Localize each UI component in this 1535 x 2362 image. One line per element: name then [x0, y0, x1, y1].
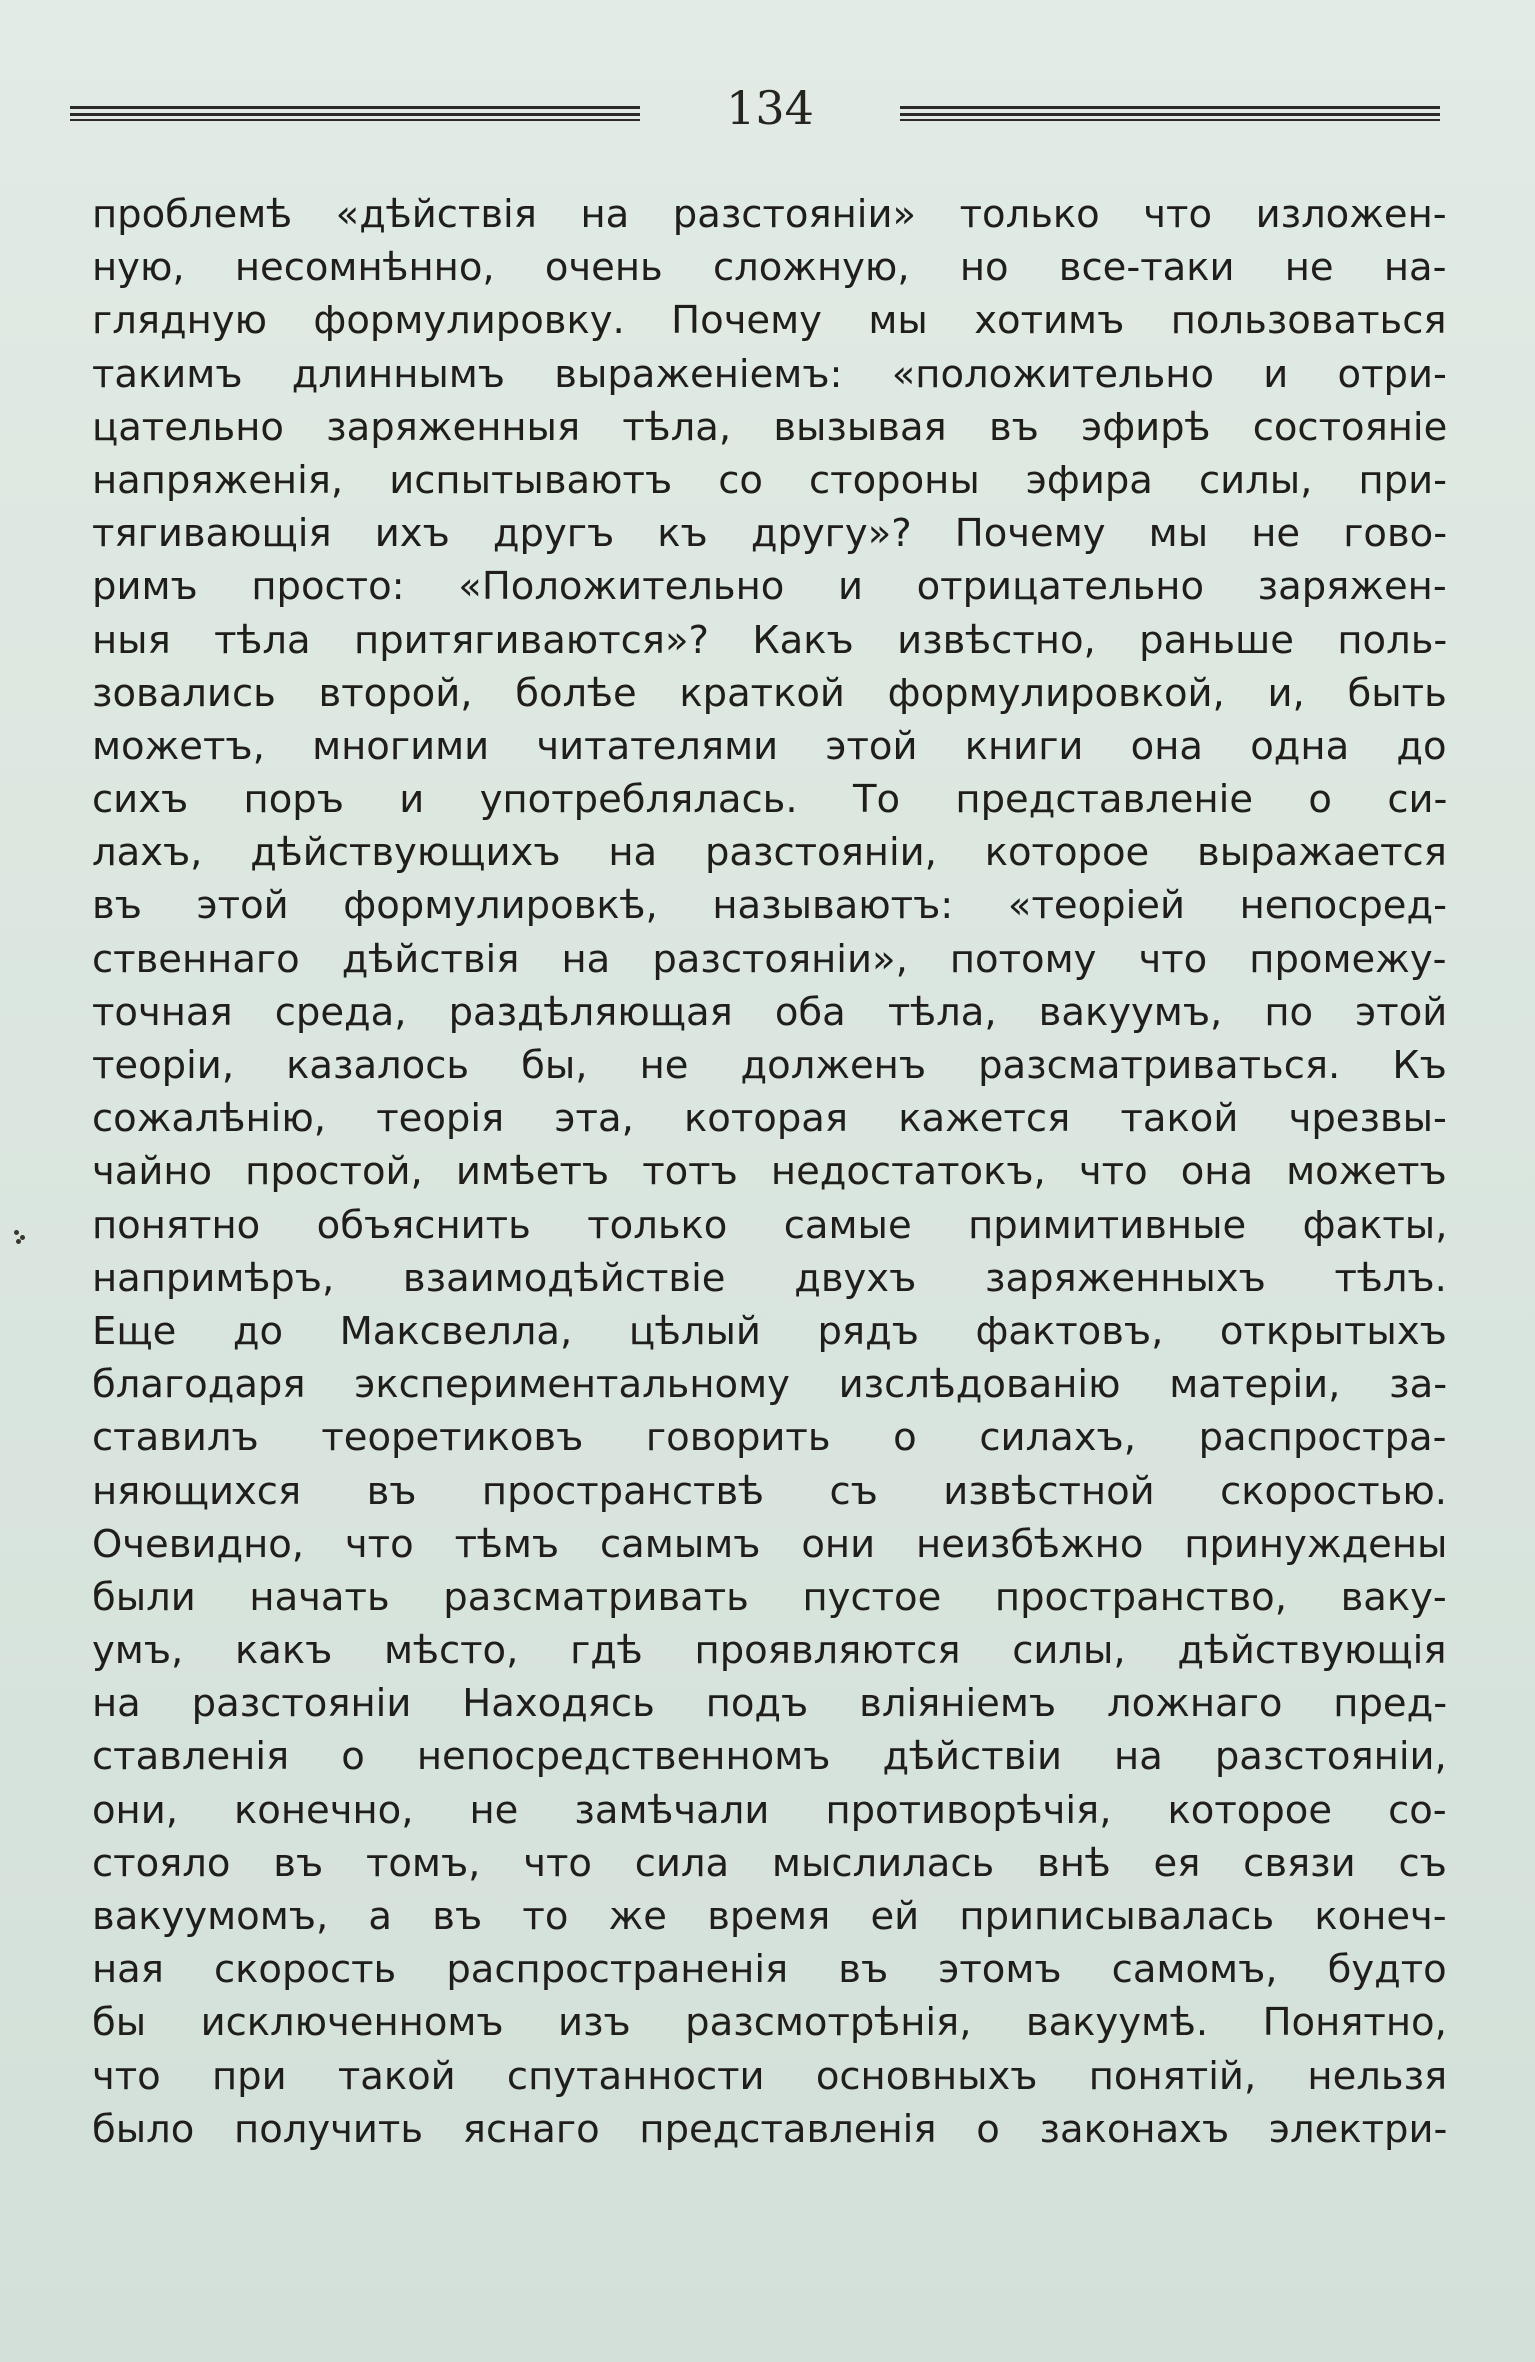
text-line: чайно простой, имѣетъ тотъ недостатокъ, что она можетъ [92, 1149, 1447, 1195]
text-line: няющихся въ пространствѣ съ извѣстной скоростью. [92, 1468, 1447, 1514]
text-line: что при такой спутанности основныхъ понятій, нельзя [92, 2053, 1448, 2099]
text-line: лахъ, дѣйствующихъ на разстояніи, которое выражается [92, 830, 1447, 876]
text-line: глядную формулировку. Почему мы хотимъ пользоваться [92, 298, 1447, 344]
text-line: такимъ длиннымъ выраженіемъ: «положительно и отри- [92, 351, 1447, 397]
text-line: стояло въ томъ, что сила мыслилась внѣ ея связи съ [92, 1840, 1447, 1886]
margin-speck [14, 1230, 28, 1244]
text-line: напримѣръ, взаимодѣйствіе двухъ заряженныхъ тѣлъ. [92, 1255, 1447, 1301]
text-line: умъ, какъ мѣсто, гдѣ проявляются силы, дѣйствующія [92, 1628, 1447, 1674]
text-line: проблемѣ «дѣйствія на разстояніи» только что изложен- [92, 192, 1447, 237]
text-line: точная среда, раздѣляющая оба тѣла, вакуумъ, по этой [92, 989, 1448, 1035]
text-line: сожалѣнію, теорія эта, которая кажется такой чрезвы- [92, 1096, 1447, 1142]
text-line: ственнаго дѣйствія на разстояніи», потому что промежу- [92, 936, 1447, 982]
body-text [92, 188, 1447, 2156]
text-line: цательно заряженныя тѣла, вызывая въ эфирѣ состояніе [92, 404, 1448, 450]
text-line: ставленія о непосредственномъ дѣйствіи на разстояніи, [92, 1734, 1447, 1780]
text-line: Очевидно, что тѣмъ самымъ они неизбѣжно принуждены [92, 1521, 1448, 1567]
text-line: ную, несомнѣнно, очень сложную, но все-таки не на- [92, 245, 1447, 291]
text-line: ставилъ теоретиковъ говорить о силахъ, распростра- [92, 1415, 1447, 1461]
text-line: въ этой формулировкѣ, называютъ: «теоріей непосред- [92, 883, 1448, 929]
page-header [70, 78, 1440, 148]
text-line: они, конечно, не замѣчали противорѣчія, которое со- [92, 1787, 1447, 1833]
text-line: бы исключенномъ изъ разсмотрѣнія, вакуумѣ. Понятно, [92, 2000, 1447, 2046]
text-line: теоріи, казалось бы, не долженъ разсматриваться. Къ [92, 1043, 1447, 1088]
header-rule-right [900, 106, 1440, 122]
text-line: были начать разсматривать пустое пространство, ваку- [92, 1574, 1447, 1620]
text-line: напряженія, испытываютъ со стороны эфира силы, при- [92, 457, 1447, 503]
text-line: было получить яснаго представленія о законахъ электри- [92, 2106, 1448, 2152]
text-line: сихъ поръ и употреблялась. То представленіе о си- [92, 777, 1448, 823]
text-line: римъ просто: «Положительно и отрицательно заряжен- [92, 564, 1447, 610]
text-line: зовались второй, болѣе краткой формулировкой, и, быть [92, 670, 1447, 716]
text-line: можетъ, многими читателями этой книги она одна до [92, 723, 1447, 769]
text-line: понятно объяснить только самые примитивные факты, [92, 1202, 1448, 1248]
text-line: тягивающія ихъ другъ къ другу»? Почему мы не гово- [92, 511, 1448, 557]
text-line: благодаря экспериментальному изслѣдованію матеріи, за- [92, 1362, 1448, 1408]
text-line: ная скорость распространенія въ этомъ самомъ, будто [92, 1947, 1447, 1993]
text-line: Еще до Максвелла, цѣлый рядъ фактовъ, открытыхъ [92, 1308, 1447, 1354]
page-number: 134 [726, 81, 814, 135]
text-line: вакуумомъ, а въ то же время ей приписывалась конеч- [92, 1894, 1447, 1939]
text-line: на разстояніи Находясь подъ вліяніемъ ложнаго пред- [92, 1681, 1448, 1727]
text-line: ныя тѣла притягиваются»? Какъ извѣстно, раньше поль- [92, 617, 1448, 663]
header-rule-left [70, 106, 640, 122]
